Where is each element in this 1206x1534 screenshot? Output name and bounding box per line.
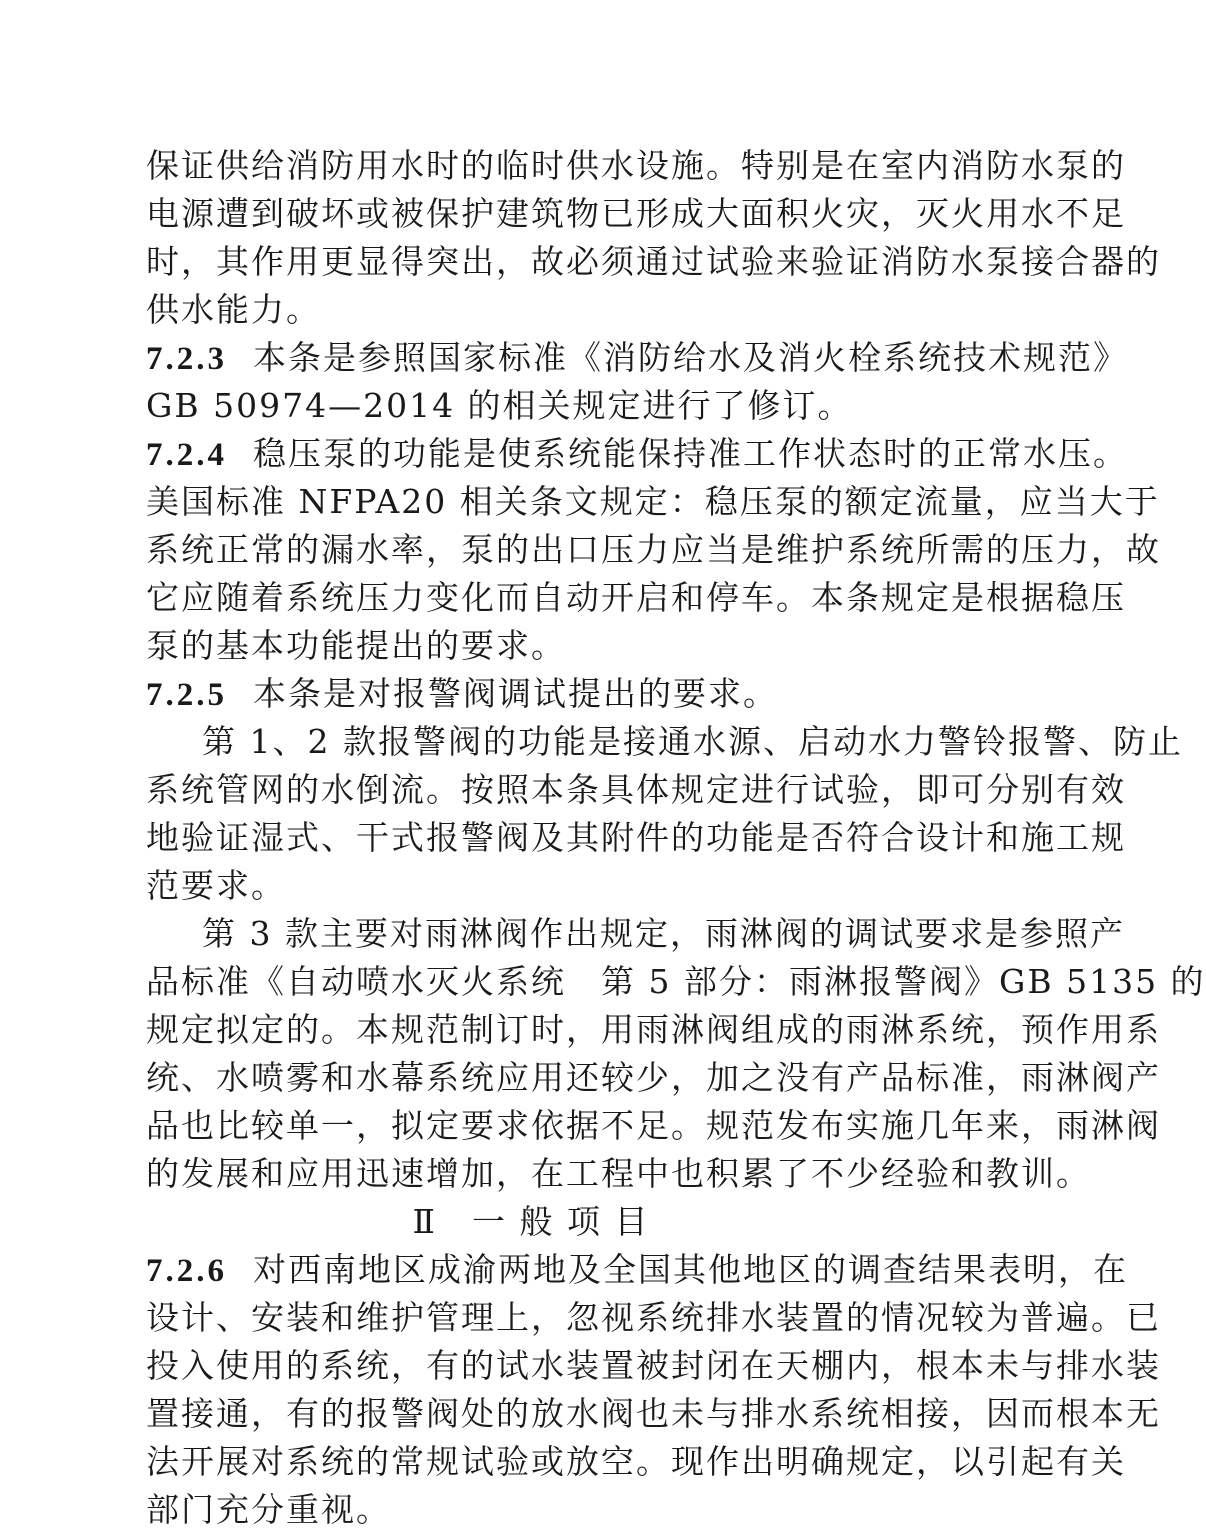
clause-number: 7.2.4 (146, 437, 227, 473)
text-line: 泵的基本功能提出的要求。 (146, 626, 566, 665)
clause-7-2-6 (146, 1246, 1128, 1294)
text-line: 时，其作用更显得突出，故必须通过试验来验证消防水泵接合器的 (146, 242, 1161, 281)
section-heading: Ⅱ 一 般 项 目 (412, 1202, 650, 1241)
text-line: 系统正常的漏水率，泵的出口压力应当是维护系统所需的压力，故 (146, 530, 1161, 569)
text-line: 投入使用的系统，有的试水装置被封闭在天棚内，根本未与排水装 (146, 1346, 1161, 1385)
text-line: 统、水喷雾和水幕系统应用还较少，加之没有产品标准，雨淋阀产 (146, 1058, 1161, 1097)
text-line: 美国标准 NFPA20 相关条文规定：稳压泵的额定流量，应当大于 (146, 482, 1160, 521)
text-line: 供水能力。 (146, 290, 321, 329)
text-line: GB 50974—2014 的相关规定进行了修订。 (146, 386, 853, 425)
text-line: 保证供给消防用水时的临时供水设施。特别是在室内消防水泵的 (146, 146, 1126, 185)
text-line: 设计、安装和维护管理上，忽视系统排水装置的情况较为普遍。已 (146, 1298, 1161, 1337)
text-line: 范要求。 (146, 866, 286, 905)
clause-text: 本条是对报警阀调试提出的要求。 (253, 674, 778, 713)
text-line: 置接通，有的报警阀处的放水阀也未与排水系统相接，因而根本无 (146, 1394, 1161, 1433)
clause-number: 7.2.5 (146, 677, 227, 713)
text-line: 系统管网的水倒流。按照本条具体规定进行试验，即可分别有效 (146, 770, 1126, 809)
clause-text: 对西南地区成渝两地及全国其他地区的调查结果表明，在 (253, 1250, 1128, 1289)
text-line: 品标准《自动喷水灭火系统 第 5 部分：雨淋报警阀》GB 5135 的 (146, 962, 1206, 1001)
text-line: 它应随着系统压力变化而自动开启和停车。本条规定是根据稳压 (146, 578, 1126, 617)
text-line: 第 3 款主要对雨淋阀作出规定，雨淋阀的调试要求是参照产 (202, 914, 1125, 953)
clause-number: 7.2.6 (146, 1253, 227, 1289)
clause-7-2-5 (146, 670, 916, 718)
clause-text: 稳压泵的功能是使系统能保持准工作状态时的正常水压。 (253, 434, 1128, 473)
text-line: 部门充分重视。 (146, 1490, 391, 1529)
text-line: 品也比较单一，拟定要求依据不足。规范发布实施几年来，雨淋阀 (146, 1106, 1161, 1145)
text-line: 法开展对系统的常规试验或放空。现作出明确规定，以引起有关 (146, 1442, 1126, 1481)
clause-number: 7.2.3 (146, 341, 227, 377)
text-line: 的发展和应用迅速增加，在工程中也积累了不少经验和教训。 (146, 1154, 1091, 1193)
text-line: 电源遭到破坏或被保护建筑物已形成大面积火灾，灭火用水不足 (146, 194, 1126, 233)
text-line: 规定拟定的。本规范制订时，用雨淋阀组成的雨淋系统，预作用系 (146, 1010, 1161, 1049)
text-line: 地验证湿式、干式报警阀及其附件的功能是否符合设计和施工规 (146, 818, 1126, 857)
clause-7-2-4 (146, 430, 1128, 478)
text-line: 第 1、2 款报警阀的功能是接通水源、启动水力警铃报警、防止 (202, 722, 1183, 761)
clause-7-2-3 (146, 334, 1128, 382)
clause-text: 本条是参照国家标准《消防给水及消火栓系统技术规范》 (253, 338, 1128, 377)
